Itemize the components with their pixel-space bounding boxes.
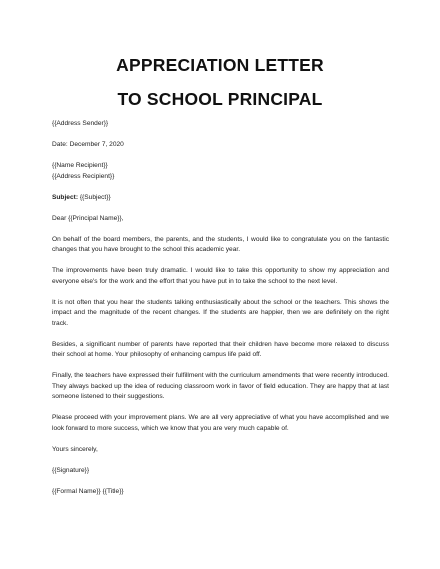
signoff: {{Formal Name}} {{Title}} <box>52 487 124 495</box>
paragraph-closing-remarks: Please proceed with your improvement plans. We are all very appreciative of what you have accomplished and we look forward to more success, which we know that you are very much capable of. <box>52 414 389 432</box>
letter-body <box>52 119 389 497</box>
paragraph-congratulations: On behalf of the board members, the parents, and the students, I would like to congratulate you on the fantastic changes that you have brought to the school this academic year. <box>52 235 389 253</box>
subject-value: {{Subject}} <box>78 193 111 201</box>
address-sender: {{Address Sender}} <box>52 120 109 127</box>
letter-title-line-1: APPRECIATION LETTER <box>116 55 324 75</box>
paragraph-teachers: Finally, the teachers have expressed their fulfillment with the curriculum amendments that were recently introduced. They always backed up the idea of reducing classroom work in favor of field education. They are happy that at last someone listened to their suggestions. <box>52 372 389 400</box>
subject-line <box>52 193 389 204</box>
letter-date: Date: December 7, 2020 <box>52 141 124 148</box>
letter-title-line-2: TO SCHOOL PRINCIPAL <box>117 89 323 109</box>
paragraph-parents: Besides, a significant number of parents have reported that their children have become more relaxed to discuss their school at home. Your philosophy of enhancing campus life paid off. <box>52 340 389 358</box>
recipient-name: {{Name Recipient}} <box>52 162 108 169</box>
recipient-address: {{Address Recipient}} <box>52 172 115 180</box>
closing: Yours sincerely, <box>52 445 98 453</box>
signature: {{Signature}} <box>52 466 90 474</box>
salutation: Dear {{Principal Name}}, <box>52 214 124 222</box>
recipient-block <box>52 161 389 182</box>
paragraph-improvements: The improvements have been truly dramatic. I would like to take this opportunity to show my appreciation and everyone else's for the work and the effort that you have put in to take the school to the next level. <box>52 267 389 285</box>
paragraph-students: It is not often that you hear the students talking enthusiastically about the school or the teachers. This shows the impact and the magnitude of the recent changes. If the students are happier, then we are definitely on the right track. <box>52 298 389 327</box>
subject-label: Subject: <box>52 193 79 201</box>
